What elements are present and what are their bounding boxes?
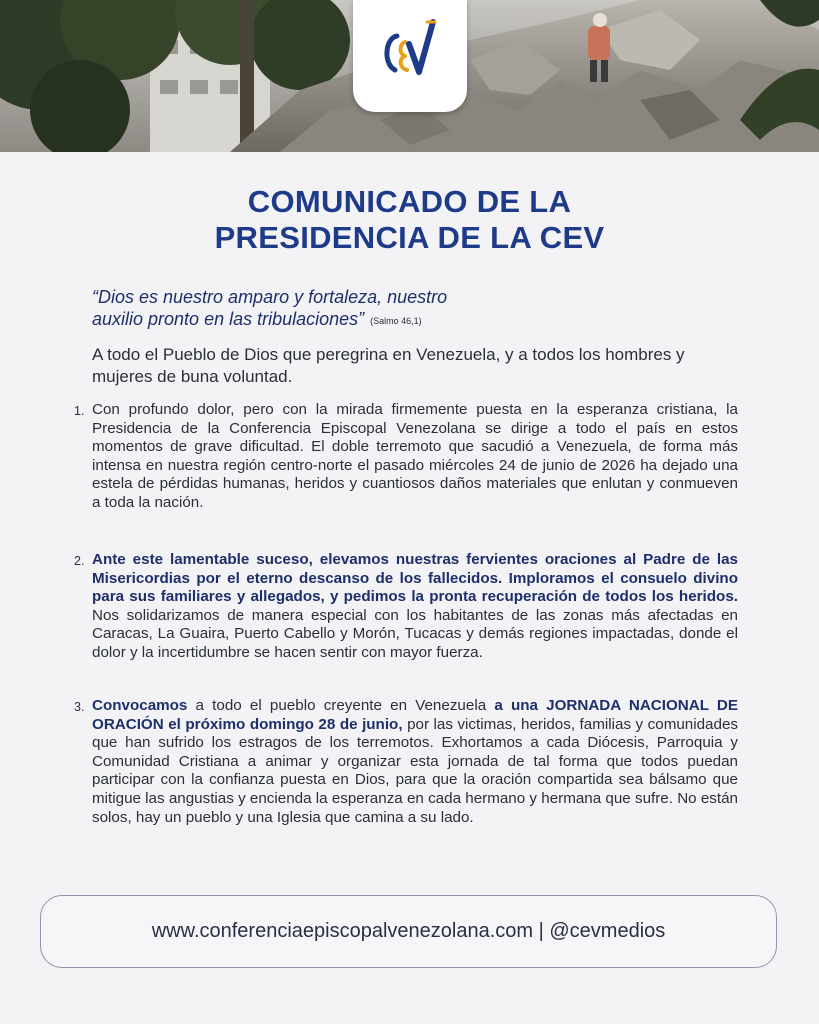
footer-contact-text[interactable]: www.conferenciaepiscopalvenezolana.com | @cevmedios xyxy=(151,920,666,942)
item-bold-text: Ante este lamentable suceso, elevamos nuestras fervientes oraciones al Padre de las Misericordias por el eterno descanso de los fallecidos. Imploramos el consuelo divino para sus familiares y allegados, y pedimos la pronta recuperación de todos los heridos. xyxy=(92,551,738,606)
header-photo xyxy=(0,0,819,152)
item-text: Con profundo dolor, pero con la mirada firmemente puesta en la esperanza cristiana, la Presidencia de la Conferencia Episcopal Venezolana se dirige a todo el país en estos momentos de grave dificultad. El doble terremoto que sacudió a Venezuela, de forma más intensa en nuestra región centro-norte el pasado miércoles 24 de junio de 2026 ha dejado una estela de pérdidas humanas, heridos y cuantiosos daños materiales que enlutan y conmueven a toda la nación. xyxy=(92,401,738,511)
item-text: por las victimas, heridos, familias y comunidades que han sufrido los estragos de los terremotos. Exhortamos a cada Diócesis, Parroquia y Comunidad Cristiana a animar y organizar esta jornada de tal forma que todos puedan participar con la confianza puesta en Dios, para que la oración compartida sea bálsamo que mitigue las angustias y encienda la esperanza en cada hermano y hermana que sufre. No están solos, hay un pueblo y una Iglesia que camina a su lado. xyxy=(92,715,738,826)
list-item xyxy=(74,551,738,663)
item-bold-text: Convocamos xyxy=(92,697,188,714)
quote-line-2: auxilio pronto en las tribulaciones” xyxy=(92,309,365,329)
title-line-2: PRESIDENCIA DE LA CEV xyxy=(214,220,605,255)
item-bold-text: a una JORNADA NACIONAL DE ORACIÓN el próximo domingo 28 de junio, xyxy=(92,697,738,733)
item-number: 3. xyxy=(74,700,85,714)
quote-reference: (Salmo 46,1) xyxy=(370,316,422,326)
item-text: Nos solidarizamos de manera especial con los habitantes de las zonas más afectadas en Caracas, La Guaira, Puerto Cabello y Morón, Tucacas y demás regiones impactadas, donde el dolor y la incertidumbre se hacen sentir con mayor fuerza. xyxy=(92,606,738,661)
list-item xyxy=(74,697,738,827)
cev-logo-badge xyxy=(353,0,467,112)
footer-contact-box xyxy=(40,895,777,968)
intro-paragraph: A todo el Pueblo de Dios que peregrina en Venezuela, y a todos los hombres y mujeres de buna voluntad. xyxy=(92,345,685,386)
cev-logo-icon xyxy=(375,14,445,84)
title-line-1: COMUNICADO DE LA xyxy=(247,184,572,219)
item-text: a todo el pueblo creyente en Venezuela xyxy=(187,697,495,714)
item-number: 1. xyxy=(74,404,85,418)
page-title xyxy=(0,184,819,256)
quote-line-1: “Dios es nuestro amparo y fortaleza, nuestro xyxy=(92,287,448,307)
list-item xyxy=(74,401,738,513)
item-number: 2. xyxy=(74,554,85,568)
scripture-quote xyxy=(92,286,652,332)
